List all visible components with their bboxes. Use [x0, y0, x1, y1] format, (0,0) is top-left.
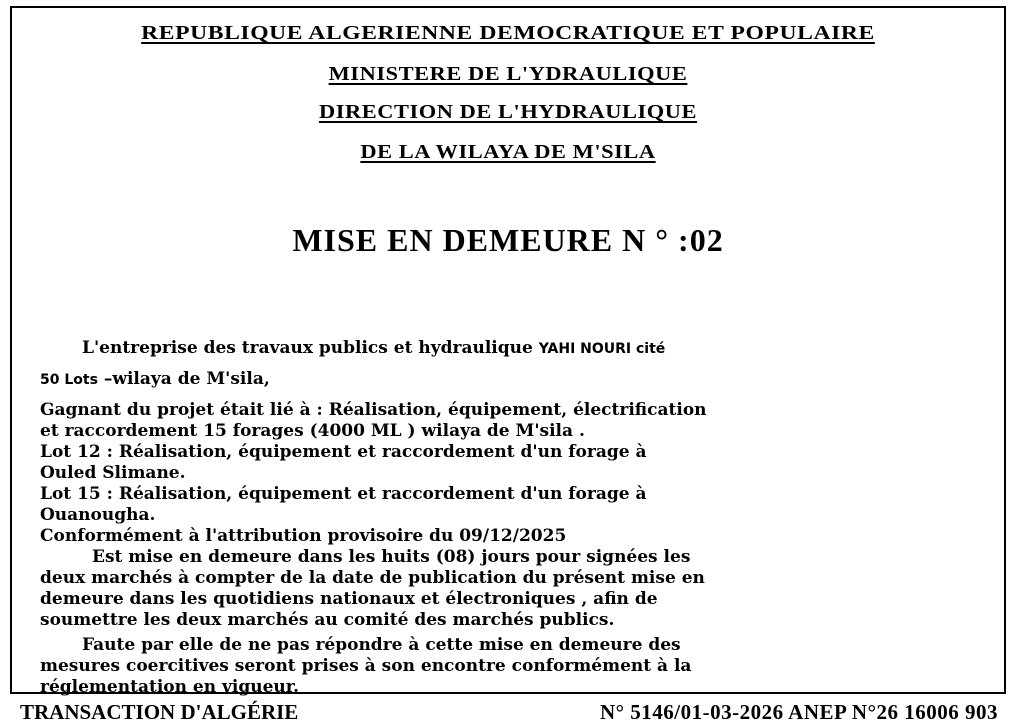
lot15-line2: Ouanougha.	[40, 505, 156, 525]
notice-title: MISE EN DEMEURE N ° :02	[292, 222, 724, 258]
lot12-line1: Lot 12 : Réalisation, équipement et raccordement d'un forage à	[40, 442, 647, 462]
notice-frame	[10, 6, 1006, 697]
company-intro: L'entreprise des travaux publics et hydraulique	[82, 338, 539, 358]
lot12-line2: Ouled Slimane.	[40, 463, 186, 483]
footer-publication: TRANSACTION D'ALGÉRIE	[20, 700, 299, 724]
footer	[20, 700, 1000, 724]
project-line1: Gagnant du projet était lié à : Réalisation, équipement, électrification	[40, 400, 707, 420]
penalty-line3: réglementation en vigueur.	[40, 677, 300, 697]
penalty-line1: Faute par elle de ne pas répondre à cette mise en demeure des	[82, 635, 681, 655]
paragraph-company-line2	[40, 369, 980, 391]
demand-line4: soumettre les deux marchés au comité des marchés publics.	[40, 610, 615, 630]
header-republic: REPUBLIQUE ALGERIENNE DEMOCRATIQUE ET POPULAIRE	[141, 22, 875, 44]
header-wilaya: DE LA WILAYA DE M'SILA	[360, 141, 656, 163]
attribution-line: Conformément à l'attribution provisoire du 09/12/2025	[40, 526, 567, 546]
lot15-line1: Lot 15 : Réalisation, équipement et raccordement d'un forage à	[40, 484, 647, 504]
penalty-line2: mesures coercitives seront prises à son encontre conformément à la	[40, 656, 692, 676]
header-ministry: MINISTERE DE L'YDRAULIQUE	[328, 63, 688, 85]
footer-reference: N° 5146/01-03-2026 ANEP N°26 16006 903	[599, 700, 998, 724]
demand-line1: Est mise en demeure dans les huits (08) jours pour signées les	[92, 547, 691, 567]
demand-line2: deux marchés à compter de la date de publication du présent mise en	[40, 568, 705, 588]
paragraph-company-line1	[40, 338, 980, 360]
demand-line3: demeure dans les quotidiens nationaux et électroniques , afin de	[40, 589, 658, 609]
notice-body	[40, 338, 980, 698]
company-wilaya: –wilaya de M'sila,	[97, 369, 270, 389]
header-direction: DIRECTION DE L'HYDRAULIQUE	[318, 101, 697, 123]
company-lots: 50 Lots	[40, 372, 98, 388]
project-line2: et raccordement 15 forages (4000 ML ) wilaya de M'sila .	[40, 421, 585, 441]
company-name: YAHI NOURI cité	[538, 341, 666, 357]
